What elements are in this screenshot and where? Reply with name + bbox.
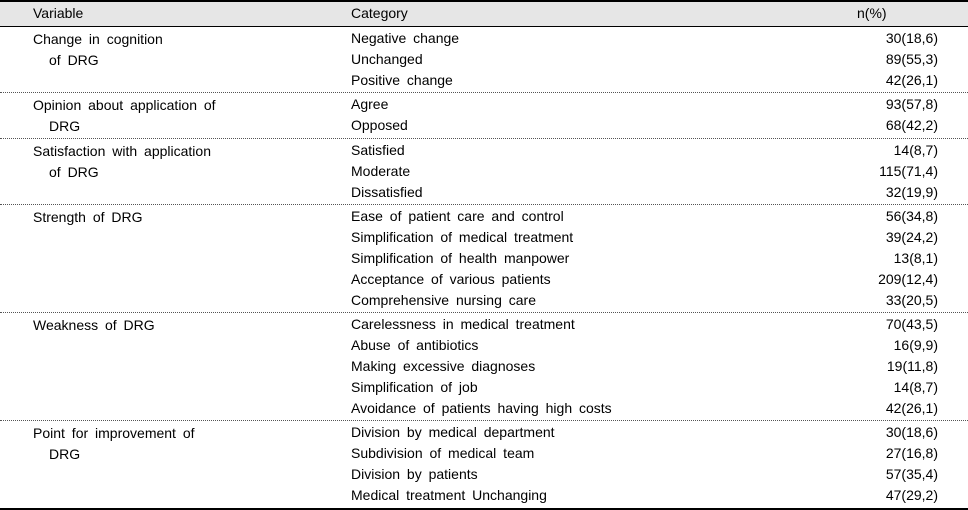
n-percent-cell: 70(43,5) (885, 316, 938, 333)
n-percent-cell: 13(8,1) (893, 249, 938, 266)
n-percent-cell: 39(24,2) (885, 229, 938, 246)
category-cell: Simplification of job (351, 378, 478, 395)
category-cell: Making excessive diagnoses (351, 357, 536, 374)
variable-label-line2: of DRG (49, 51, 99, 68)
category-cell: Medical treatment Unchanging (351, 486, 547, 503)
variable-group (0, 139, 968, 205)
variable-label-line1: Weakness of DRG (33, 317, 155, 334)
variable-label-line2: DRG (49, 118, 81, 135)
n-percent-cell: 115(71,4) (879, 162, 938, 179)
header-category: Category (351, 5, 408, 21)
table-header (0, 0, 968, 27)
category-cell: Subdivision of medical team (351, 445, 535, 462)
n-percent-cell: 93(57,8) (885, 96, 938, 113)
category-cell: Unchanged (351, 50, 423, 67)
category-cell: Opposed (351, 117, 408, 134)
category-cell: Abuse of antibiotics (351, 337, 479, 354)
header-variable: Variable (33, 5, 84, 21)
variable-group (0, 93, 968, 139)
n-percent-cell: 32(19,9) (885, 183, 938, 200)
variable-label-line1: Satisfaction with application (33, 142, 211, 159)
variable-group (0, 27, 968, 93)
variable-label-line1: Point for improvement of (33, 425, 195, 442)
table-row (0, 141, 968, 162)
n-percent-cell: 47(29,2) (885, 486, 938, 503)
table-row (0, 249, 968, 270)
category-cell: Satisfied (351, 141, 405, 158)
category-cell: Division by medical department (351, 424, 555, 441)
table-row (0, 423, 968, 444)
variable-label-line1: Opinion about application of (33, 97, 216, 114)
table-row (0, 183, 968, 204)
category-cell: Positive change (351, 71, 453, 88)
variable-group (0, 313, 968, 421)
category-cell: Dissatisfied (351, 183, 423, 200)
table-row (0, 95, 968, 116)
n-percent-cell: 30(18,6) (885, 30, 938, 46)
table-row (0, 162, 968, 183)
variable-label-line1: Strength of DRG (33, 209, 143, 226)
n-percent-cell: 30(18,6) (885, 424, 938, 441)
n-percent-cell: 16(9,9) (893, 337, 938, 354)
category-cell: Ease of patient care and control (351, 208, 564, 225)
n-percent-cell: 57(35,4) (885, 465, 938, 482)
table-row (0, 315, 968, 336)
table-row (0, 270, 968, 291)
table-row (0, 116, 968, 137)
table-row (0, 71, 968, 92)
table-row (0, 465, 968, 486)
table-row (0, 357, 968, 378)
category-cell: Division by patients (351, 465, 478, 482)
category-cell: Acceptance of various patients (351, 270, 551, 287)
n-percent-cell: 14(8,7) (893, 378, 938, 395)
n-percent-cell: 27(16,8) (885, 445, 938, 462)
category-cell: Negative change (351, 30, 460, 46)
n-percent-cell: 56(34,8) (885, 208, 938, 225)
variable-label-line2: of DRG (49, 163, 99, 180)
category-cell: Carelessness in medical treatment (351, 316, 575, 333)
table-row (0, 444, 968, 465)
table-row (0, 228, 968, 249)
table-row (0, 486, 968, 507)
n-percent-cell: 209(12,4) (878, 270, 938, 287)
category-cell: Simplification of health manpower (351, 249, 570, 266)
n-percent-cell: 68(42,2) (885, 117, 938, 134)
category-cell: Moderate (351, 162, 411, 179)
category-cell: Comprehensive nursing care (351, 291, 536, 308)
table-row (0, 378, 968, 399)
n-percent-cell: 42(26,1) (885, 399, 938, 416)
variable-label-line2: DRG (49, 446, 81, 463)
n-percent-cell: 42(26,1) (885, 71, 938, 88)
n-percent-cell: 19(11,8) (886, 357, 938, 374)
n-percent-cell: 89(55,3) (885, 50, 938, 67)
category-cell: Simplification of medical treatment (351, 229, 574, 246)
table-row (0, 29, 968, 50)
table-row (0, 291, 968, 312)
variable-group (0, 421, 968, 509)
n-percent-cell: 33(20,5) (885, 291, 938, 308)
category-cell: Avoidance of patients having high costs (351, 399, 612, 416)
n-percent-cell: 14(8,7) (893, 141, 938, 158)
header-n-percent: n(%) (857, 5, 887, 21)
table-body (0, 27, 968, 510)
variable-label-line1: Change in cognition (33, 31, 163, 47)
table-row (0, 399, 968, 420)
table-row (0, 50, 968, 71)
table-row (0, 336, 968, 357)
table-row (0, 207, 968, 228)
variable-group (0, 205, 968, 313)
category-cell: Agree (351, 96, 389, 113)
